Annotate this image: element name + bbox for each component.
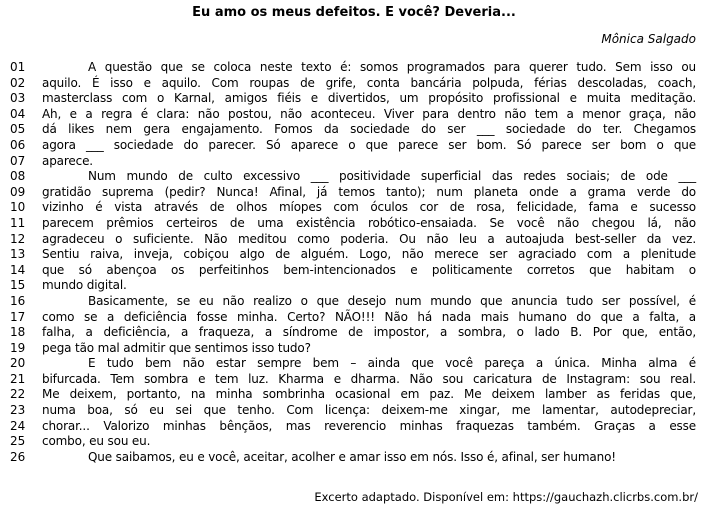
line-text: dá likes nem gera engajamento. Fomos da sociedade do ser ___ sociedade do ter. Chegamos — [42, 122, 696, 137]
line-text: A questão que se coloca neste texto é: somos programados para querer tudo. Sem isso ou — [88, 60, 696, 74]
text-line — [0, 200, 708, 216]
line-number: 23 — [10, 403, 26, 418]
line-number: 13 — [10, 247, 26, 262]
line-text: numa boa, só eu sei que tenho. Com licença: deixem-me xingar, me lamentar, autodepreciar, — [42, 403, 696, 418]
text-line — [0, 387, 708, 403]
line-text: Sentiu raiva, inveja, cobiçou algo de alguém. Logo, não merece ser agraciado com a plenitude — [42, 247, 696, 262]
line-number: 25 — [10, 434, 26, 449]
line-number: 26 — [10, 449, 26, 464]
text-line — [0, 278, 708, 294]
line-number: 19 — [10, 340, 26, 355]
text-line — [0, 325, 708, 341]
line-text: combo, eu sou eu. — [42, 434, 151, 449]
text-line — [0, 263, 708, 279]
line-text: Me deixem, portanto, na minha sombrinha ocasional em paz. Me deixem lamber as feridas que, — [42, 387, 696, 402]
text-line — [0, 232, 708, 248]
line-number: 22 — [10, 387, 26, 402]
text-line — [0, 185, 708, 201]
line-text: aparece. — [42, 153, 93, 168]
line-text: bifurcada. Tem sombra e tem luz. Kharma e dharma. Não sou caricatura de Instagram: sou real. — [42, 371, 696, 386]
text-line — [0, 60, 708, 76]
line-number: 24 — [10, 418, 26, 433]
line-number: 09 — [10, 184, 26, 199]
line-number: 18 — [10, 325, 26, 340]
line-number: 20 — [10, 356, 26, 371]
text-line — [0, 122, 708, 138]
line-text: agradeceu o suficiente. Não meditou como poderia. Ou não leu a autoajuda best-seller da vez. — [42, 231, 696, 246]
line-text: gratidão suprema (pedir? Nunca! Afinal, já temos tanto); num planeta onde a grama verde do — [42, 184, 696, 199]
text-line — [0, 403, 708, 419]
line-number: 10 — [10, 200, 26, 215]
line-number: 08 — [10, 169, 26, 184]
line-number: 01 — [10, 60, 26, 74]
line-text: Ah, e a regra é clara: não postou, não aconteceu. Viver para dentro não tem a menor graça, não — [42, 106, 696, 121]
text-line — [0, 310, 708, 326]
line-number: 15 — [10, 278, 26, 293]
numbered-text-body — [0, 60, 708, 465]
line-text: chorar... Valorizo minhas bênçãos, mas reverencio minhas fraquezas também. Graças a esse — [42, 418, 696, 433]
author-name: Mônica Salgado — [601, 32, 696, 46]
line-number: 02 — [10, 75, 26, 90]
text-line — [0, 91, 708, 107]
text-line — [0, 138, 708, 154]
source-citation: Excerto adaptado. Disponível em: https://gauchazh.clicrbs.com.br/ — [314, 490, 698, 504]
text-line — [0, 434, 708, 450]
line-number: 12 — [10, 231, 26, 246]
text-line — [0, 169, 708, 185]
line-text: como se a deficiência fosse minha. Certo? NÃO!!! Não há nada mais humano do que a falta, a — [42, 309, 696, 324]
line-number: 03 — [10, 91, 26, 106]
line-text: masterclass com o Karnal, amigos fiéis e divertidos, um propósito profissional e muita meditação. — [42, 91, 696, 106]
text-line — [0, 372, 708, 388]
line-number: 21 — [10, 371, 26, 386]
line-text: que só abençoa os perfeitinhos bem-intencionados e politicamente corretos que habitam o — [42, 262, 696, 277]
line-number: 14 — [10, 262, 26, 277]
text-line — [0, 154, 708, 170]
line-text: Num mundo de culto excessivo ___ positividade superficial das redes sociais; de ode ___ — [88, 169, 696, 184]
text-line — [0, 450, 708, 466]
text-line — [0, 341, 708, 357]
line-text: falha, a deficiência, a fraqueza, a síndrome de impostor, a sombra, o lado B. Por que, então, — [42, 325, 696, 340]
text-line — [0, 419, 708, 435]
text-line — [0, 356, 708, 372]
line-number: 07 — [10, 153, 26, 168]
line-text: parecem prêmios certeiros de uma existência robótico-ensaiada. Se você não chegou lá, não — [42, 215, 696, 230]
document-title: Eu amo os meus defeitos. E você? Deveria... — [192, 5, 516, 20]
line-text: pega tão mal admitir que sentimos isso tudo? — [42, 340, 311, 355]
text-line — [0, 247, 708, 263]
line-text: Basicamente, se eu não realizo o que desejo num mundo que anuncia tudo ser possível, é — [88, 293, 696, 308]
line-number: 16 — [10, 293, 26, 308]
text-line — [0, 216, 708, 232]
line-number: 11 — [10, 215, 26, 230]
line-number: 04 — [10, 106, 26, 121]
line-text: mundo digital. — [42, 278, 127, 293]
line-number: 06 — [10, 137, 26, 152]
text-line — [0, 294, 708, 310]
text-line — [0, 76, 708, 92]
line-number: 17 — [10, 309, 26, 324]
line-text: E tudo bem não estar sempre bem – ainda que você pareça a única. Minha alma é — [88, 356, 696, 371]
line-text: aquilo. É isso e aquilo. Com roupas de grife, conta bancária polpuda, férias descoladas, coach, — [42, 75, 696, 90]
text-line — [0, 107, 708, 123]
line-text: vizinho é vista através de olhos míopes com óculos cor de rosa, felicidade, fama e sucesso — [42, 200, 696, 215]
line-text: Que saibamos, eu e você, aceitar, acolher e amar isso em nós. Isso é, afinal, ser humano! — [88, 449, 616, 464]
line-text: agora ___ sociedade do parecer. Só aparece o que parece ser bom. Só parece ser bom o que — [42, 137, 696, 152]
line-number: 05 — [10, 122, 26, 137]
